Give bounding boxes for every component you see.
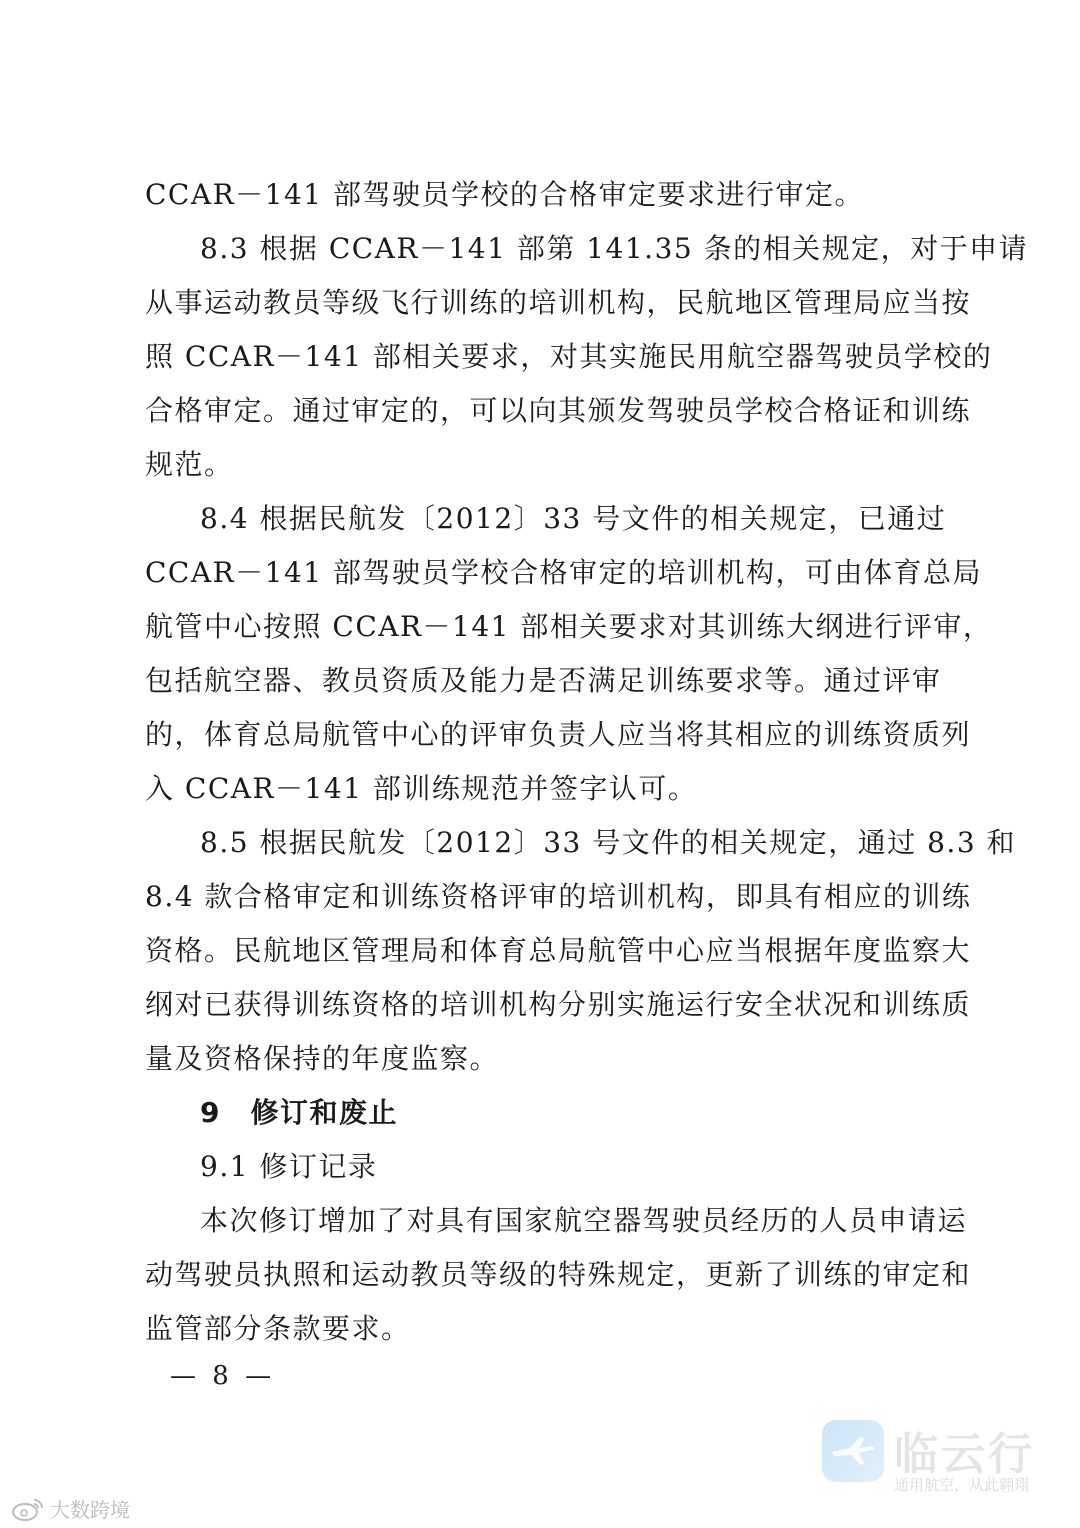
text-line: 航管中心按照 CCAR－141 部相关要求对其训练大纲进行评审， <box>145 610 993 643</box>
text-line: CCAR－141 部驾驶员学校的合格审定要求进行审定。 <box>145 178 864 211</box>
text-line: 量及资格保持的年度监察。 <box>145 1042 500 1075</box>
airplane-logo-icon <box>830 1434 876 1468</box>
text-line: 8.4 根据民航发〔2012〕33 号文件的相关规定，已通过 <box>200 502 947 535</box>
logo-badge <box>822 1420 884 1482</box>
text-line: 规范。 <box>145 448 234 481</box>
text-line: 资格。民航地区管理局和体育总局航管中心应当根据年度监察大 <box>145 934 972 967</box>
logo-name: 临云行 <box>894 1429 1035 1480</box>
text-line: 8.4 款合格审定和训练资格评审的培训机构，即具有相应的训练 <box>145 880 972 913</box>
text-line: 入 CCAR－141 部训练规范并签字认可。 <box>145 772 698 805</box>
text-line: 包括航空器、教员资质及能力是否满足训练要求等。通过评审 <box>145 664 942 697</box>
text-line: 8.3 根据 CCAR－141 部第 141.35 条的相关规定，对于申请 <box>200 232 1029 265</box>
page-number: — 8 — <box>170 1361 276 1391</box>
text-line: 合格审定。通过审定的，可以向其颁发驾驶员学校合格证和训练 <box>145 394 972 427</box>
section-heading: 9 修订和废止 <box>200 1096 398 1129</box>
text-line: 的，体育总局航管中心的评审负责人应当将其相应的训练资质列 <box>145 718 972 751</box>
text-line: CCAR－141 部驾驶员学校合格审定的培训机构，可由体育总局 <box>145 556 982 589</box>
subsection-heading: 9.1 修订记录 <box>200 1150 378 1183</box>
text-line: 从事运动教员等级飞行训练的培训机构，民航地区管理局应当按 <box>145 286 972 319</box>
watermark-left <box>10 1494 130 1523</box>
watermark-left-text: 大数跨境 <box>50 1498 130 1522</box>
weibo-icon <box>10 1496 46 1522</box>
text-line: 本次修订增加了对具有国家航空器驾驶员经历的人员申请运 <box>200 1204 968 1237</box>
logo-slogan: 通用航空，从此翱翔 <box>894 1476 1030 1494</box>
text-line: 照 CCAR－141 部相关要求，对其实施民用航空器驾驶员学校的 <box>145 340 993 373</box>
text-line: 8.5 根据民航发〔2012〕33 号文件的相关规定，通过 8.3 和 <box>200 826 1017 859</box>
watermark-right <box>822 1418 1052 1504</box>
text-line: 动驾驶员执照和运动教员等级的特殊规定，更新了训练的审定和 <box>145 1258 972 1291</box>
text-line: 纲对已获得训练资格的培训机构分别实施运行安全状况和训练质 <box>145 988 972 1021</box>
text-line: 监管部分条款要求。 <box>145 1312 411 1345</box>
